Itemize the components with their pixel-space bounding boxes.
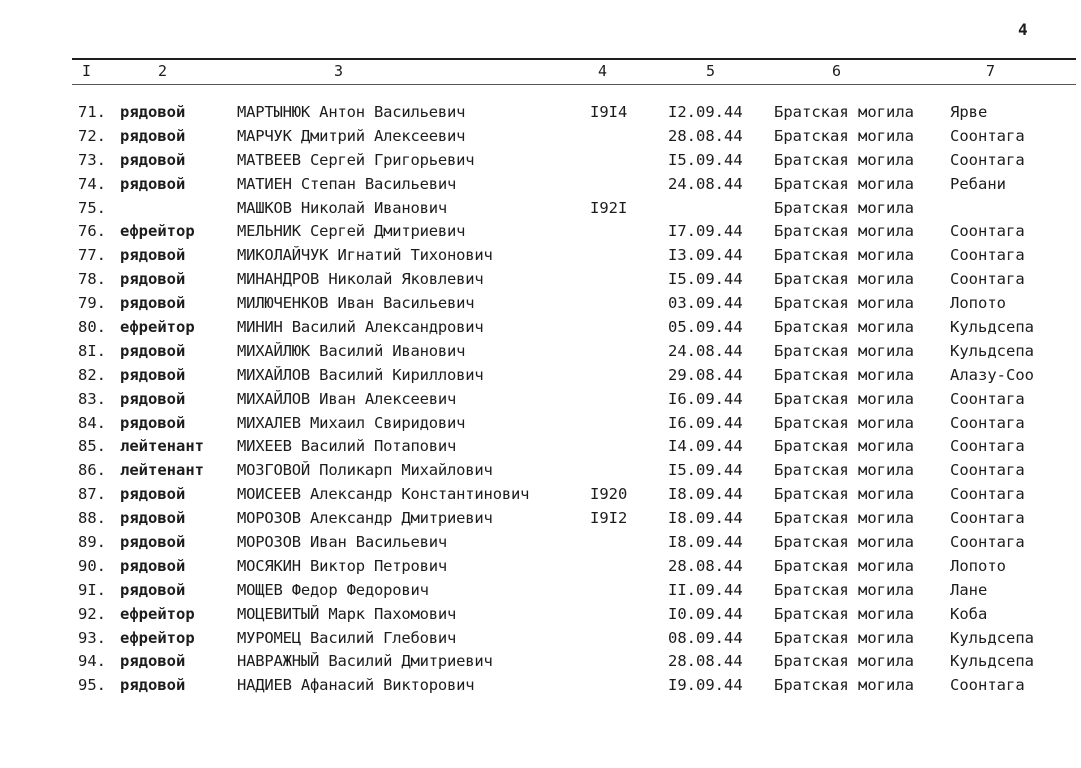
list-item [0, 650, 1081, 674]
person-name: МИХАЛЕВ Михаил Свиридович [237, 413, 466, 432]
burial-place: Кульдсепа [950, 318, 1034, 337]
list-item [0, 244, 1081, 268]
person-name: МАРТЫНЮК Антон Васильевич [237, 103, 466, 121]
birth-year: I92I [590, 198, 628, 217]
entry-number: 93. [78, 628, 106, 647]
burial-place: Ребани [950, 174, 1006, 193]
military-rank: лейтенант [120, 461, 204, 480]
entry-number: 92. [78, 604, 106, 623]
burial-place: Лопото [950, 556, 1006, 575]
entry-number: 72. [78, 126, 106, 145]
burial-place: Соонтага [950, 413, 1025, 432]
entry-number: 75. [78, 198, 106, 217]
list-item [0, 125, 1081, 149]
entry-number: 88. [78, 509, 106, 528]
column-header-6: 6 [832, 62, 842, 80]
military-rank: ефрейтор [120, 628, 195, 647]
column-header-1: I [82, 62, 92, 80]
list-item [0, 412, 1081, 436]
entry-number: 83. [78, 389, 106, 408]
person-name: МИЛЮЧЕНКОВ Иван Васильевич [237, 294, 475, 313]
military-rank: лейтенант [120, 437, 204, 456]
burial-type: Братская могила [774, 628, 914, 647]
burial-type: Братская могила [774, 485, 914, 504]
death-date: I8.09.44 [668, 485, 743, 504]
person-name: НАВРАЖНЫЙ Василий Дмитриевич [237, 652, 493, 671]
column-header-7: 7 [986, 62, 996, 80]
burial-type: Братская могила [774, 246, 914, 265]
burial-type: Братская могила [774, 126, 914, 145]
military-rank: рядовой [120, 103, 186, 121]
death-date: I7.09.44 [668, 222, 743, 241]
burial-type: Братская могила [774, 174, 914, 193]
death-date: 28.08.44 [668, 126, 743, 145]
burial-place: Соонтага [950, 126, 1025, 145]
birth-year: I920 [590, 485, 628, 504]
list-item [0, 340, 1081, 364]
column-header-4: 4 [598, 62, 608, 80]
military-rank: рядовой [120, 365, 186, 384]
death-date: 05.09.44 [668, 318, 743, 337]
death-date: 29.08.44 [668, 365, 743, 384]
entry-number: 86. [78, 461, 106, 480]
burial-type: Братская могила [774, 294, 914, 313]
military-rank: рядовой [120, 676, 186, 695]
entry-number: 79. [78, 294, 106, 313]
person-name: МАТВЕЕВ Сергей Григорьевич [237, 150, 475, 169]
burial-place: Соонтага [950, 509, 1025, 528]
entry-number: 89. [78, 533, 106, 552]
burial-place: Кульдсепа [950, 628, 1034, 647]
death-date: I8.09.44 [668, 533, 743, 552]
list-item [0, 220, 1081, 244]
burial-type: Братская могила [774, 270, 914, 289]
death-date: I5.09.44 [668, 150, 743, 169]
entry-number: 78. [78, 270, 106, 289]
burial-place: Ярве [950, 103, 988, 121]
list-item [0, 316, 1081, 340]
death-date: I9.09.44 [668, 676, 743, 695]
death-date: I2.09.44 [668, 103, 743, 121]
military-rank: рядовой [120, 533, 186, 552]
person-name: МОИСЕЕВ Александр Константинович [237, 485, 530, 504]
list-item [0, 507, 1081, 531]
military-rank: ефрейтор [120, 318, 195, 337]
list-item [0, 364, 1081, 388]
entry-number: 76. [78, 222, 106, 241]
burial-type: Братская могила [774, 604, 914, 623]
entry-number: 73. [78, 150, 106, 169]
burial-list [0, 101, 1081, 698]
death-date: 28.08.44 [668, 652, 743, 671]
military-rank: рядовой [120, 485, 186, 504]
birth-year: I9I4 [590, 103, 628, 121]
military-rank: рядовой [120, 126, 186, 145]
entry-number: 77. [78, 246, 106, 265]
entry-number: 85. [78, 437, 106, 456]
death-date: I6.09.44 [668, 413, 743, 432]
death-date: 03.09.44 [668, 294, 743, 313]
military-rank: рядовой [120, 509, 186, 528]
death-date: I5.09.44 [668, 461, 743, 480]
military-rank: рядовой [120, 413, 186, 432]
list-item [0, 579, 1081, 603]
burial-type: Братская могила [774, 365, 914, 384]
burial-type: Братская могила [774, 198, 914, 217]
burial-type: Братская могила [774, 580, 914, 599]
death-date: 24.08.44 [668, 174, 743, 193]
person-name: МОЦЕВИТЫЙ Марк Пахомович [237, 604, 457, 623]
burial-place: Соонтага [950, 676, 1025, 695]
list-item [0, 674, 1081, 698]
burial-place: Соонтага [950, 533, 1025, 552]
burial-type: Братская могила [774, 150, 914, 169]
list-item [0, 435, 1081, 459]
header-bottom-rule [72, 84, 1076, 85]
death-date: 24.08.44 [668, 341, 743, 360]
entry-number: 80. [78, 318, 106, 337]
list-item [0, 531, 1081, 555]
death-date: 08.09.44 [668, 628, 743, 647]
burial-type: Братская могила [774, 652, 914, 671]
burial-type: Братская могила [774, 556, 914, 575]
person-name: МИНИН Василий Александрович [237, 318, 484, 337]
list-item [0, 173, 1081, 197]
entry-number: 90. [78, 556, 106, 575]
list-item [0, 292, 1081, 316]
burial-place: Лане [950, 580, 988, 599]
person-name: МОРОЗОВ Александр Дмитриевич [237, 509, 493, 528]
entry-number: 94. [78, 652, 106, 671]
entry-number: 87. [78, 485, 106, 504]
burial-type: Братская могила [774, 389, 914, 408]
person-name: МОЩЕВ Федор Федорович [237, 580, 429, 599]
military-rank: рядовой [120, 652, 186, 671]
military-rank: рядовой [120, 341, 186, 360]
entry-number: 74. [78, 174, 106, 193]
list-item [0, 555, 1081, 579]
burial-place: Лопото [950, 294, 1006, 313]
burial-place: Соонтага [950, 485, 1025, 504]
list-item [0, 603, 1081, 627]
military-rank: рядовой [120, 246, 186, 265]
military-rank: рядовой [120, 556, 186, 575]
burial-type: Братская могила [774, 222, 914, 241]
military-rank: рядовой [120, 150, 186, 169]
birth-year: I9I2 [590, 509, 628, 528]
military-rank: рядовой [120, 174, 186, 193]
burial-place: Соонтага [950, 150, 1025, 169]
page-number: 4 [1018, 20, 1028, 39]
burial-type: Братская могила [774, 318, 914, 337]
entry-number: 82. [78, 365, 106, 384]
military-rank: ефрейтор [120, 604, 195, 623]
burial-type: Братская могила [774, 676, 914, 695]
list-item [0, 627, 1081, 651]
burial-type: Братская могила [774, 509, 914, 528]
list-item [0, 101, 1081, 125]
death-date: I4.09.44 [668, 437, 743, 456]
column-header-3: 3 [334, 62, 344, 80]
burial-type: Братская могила [774, 533, 914, 552]
column-header-row [0, 62, 1081, 82]
column-header-2: 2 [158, 62, 168, 80]
burial-type: Братская могила [774, 413, 914, 432]
entry-number: 8I. [78, 341, 106, 360]
column-header-5: 5 [706, 62, 716, 80]
header-top-rule [72, 58, 1076, 60]
person-name: МИХАЙЛОВ Иван Алексеевич [237, 389, 457, 408]
person-name: МОРОЗОВ Иван Васильевич [237, 533, 448, 552]
person-name: МИХАЙЛОВ Василий Кириллович [237, 365, 484, 384]
list-item [0, 483, 1081, 507]
list-item [0, 149, 1081, 173]
list-item [0, 268, 1081, 292]
burial-type: Братская могила [774, 103, 914, 121]
person-name: НАДИЕВ Афанасий Викторович [237, 676, 475, 695]
entry-number: 71. [78, 103, 106, 121]
person-name: МИКОЛАЙЧУК Игнатий Тихонович [237, 246, 493, 265]
person-name: МИХЕЕВ Василий Потапович [237, 437, 457, 456]
burial-place: Кульдсепа [950, 652, 1034, 671]
death-date: I6.09.44 [668, 389, 743, 408]
burial-place: Соонтага [950, 222, 1025, 241]
military-rank: рядовой [120, 294, 186, 313]
person-name: МИНАНДРОВ Николай Яковлевич [237, 270, 484, 289]
entry-number: 9I. [78, 580, 106, 599]
entry-number: 95. [78, 676, 106, 695]
burial-place: Кульдсепа [950, 341, 1034, 360]
person-name: МИХАЙЛЮК Василий Иванович [237, 341, 466, 360]
military-rank: рядовой [120, 270, 186, 289]
person-name: МОСЯКИН Виктор Петрович [237, 556, 448, 575]
list-item [0, 459, 1081, 483]
person-name: МАТИЕН Степан Васильевич [237, 174, 457, 193]
burial-type: Братская могила [774, 437, 914, 456]
burial-place: Соонтага [950, 389, 1025, 408]
burial-place: Коба [950, 604, 988, 623]
military-rank: рядовой [120, 389, 186, 408]
person-name: МАШКОВ Николай Иванович [237, 198, 448, 217]
burial-place: Соонтага [950, 246, 1025, 265]
person-name: МАРЧУК Дмитрий Алексеевич [237, 126, 466, 145]
burial-place: Соонтага [950, 270, 1025, 289]
death-date: I3.09.44 [668, 246, 743, 265]
death-date: I5.09.44 [668, 270, 743, 289]
entry-number: 84. [78, 413, 106, 432]
death-date: I8.09.44 [668, 509, 743, 528]
death-date: II.09.44 [668, 580, 743, 599]
death-date: I0.09.44 [668, 604, 743, 623]
burial-type: Братская могила [774, 341, 914, 360]
death-date: 28.08.44 [668, 556, 743, 575]
burial-type: Братская могила [774, 461, 914, 480]
person-name: МОЗГОВОЙ Поликарп Михайлович [237, 461, 493, 480]
burial-place: Алазу-Соо [950, 365, 1034, 384]
military-rank: ефрейтор [120, 222, 195, 241]
burial-place: Соонтага [950, 461, 1025, 480]
burial-place: Соонтага [950, 437, 1025, 456]
person-name: МЕЛЬНИК Сергей Дмитриевич [237, 222, 466, 241]
list-item [0, 197, 1081, 221]
person-name: МУРОМЕЦ Василий Глебович [237, 628, 457, 647]
military-rank: рядовой [120, 580, 186, 599]
list-item [0, 388, 1081, 412]
